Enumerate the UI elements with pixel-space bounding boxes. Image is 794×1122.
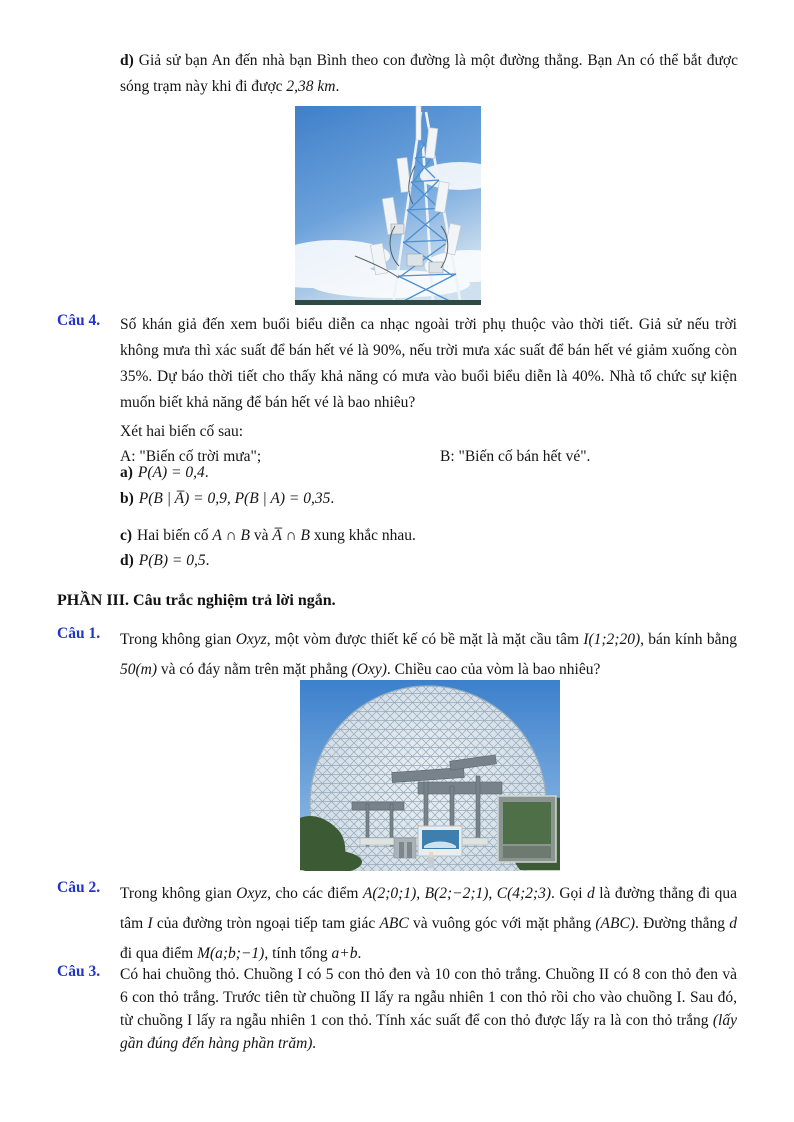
consider-line	[120, 420, 738, 444]
text-run: .	[335, 78, 340, 95]
math-formula: (Oxy)	[351, 661, 387, 678]
math-formula: Oxyz	[235, 631, 267, 648]
text-run: Trong không gian	[120, 885, 237, 902]
text-run: Có hai chuồng thỏ. Chuồng I có 5 con thỏ đen và 10 con thỏ trắng. Chuồng II có 8 con thỏ đen và 6 con thỏ trắng. Trước tiên từ chuồng II lấy ra ngẫu nhiên 1 con thỏ rồi cho vào chuồng I. Sau đó, từ chuồng I lấy ra ngẫu nhiên 1 con thỏ. Tính xác suất để con thỏ được lấy ra là con thỏ trắng	[120, 966, 737, 1029]
question-cau2	[57, 879, 739, 969]
text-run: . Đường thẳng	[635, 915, 730, 932]
math-formula: d	[729, 915, 738, 932]
math-formula: a+b	[331, 945, 358, 962]
option-d-line	[120, 549, 738, 573]
text-run: . Gọi	[550, 885, 588, 902]
heading-text: PHẦN III. Câu trắc nghiệm trả lời ngắn.	[57, 592, 336, 609]
item-marker-c: c)	[120, 527, 133, 544]
text-run: , cho các điểm	[267, 885, 363, 902]
question-text-cau3	[120, 963, 737, 1055]
math-formula: A̅ ∩ B	[272, 527, 310, 544]
math-formula: P(A) = 0,4	[137, 464, 205, 481]
antenna-tower-photo	[295, 106, 481, 305]
text-run: .	[330, 490, 335, 507]
math-formula: A(2;0;1), B(2;−2;1), C(4;2;3)	[362, 885, 551, 902]
math-formula: d	[587, 885, 595, 902]
math-formula: P(B) = 0,5	[138, 552, 206, 569]
question-text-cau4: Số khán giả đến xem buổi biểu diễn ca nhạc ngoài trời phụ thuộc vào thời tiết. Giả sử nếu trời không mưa thì xác suất để bán hết vé là 90%, nếu trời mưa xác suất để bán hết vé giảm xuống còn 35%. Dự báo thời tiết cho thấy khả năng có mưa vào buổi biểu diễn là 40%. Nhà tổ chức sự kiện muốn biết khả năng để bán hết vé là bao nhiêu?	[120, 316, 737, 411]
math-formula: A ∩ B	[212, 527, 250, 544]
math-distance: 2,38 km	[286, 78, 336, 95]
question-label-cau2: Câu 2.	[57, 879, 101, 896]
option-c-line	[120, 524, 738, 548]
text-run: Xét hai biến cố sau:	[120, 423, 244, 440]
text-run: Giả sử bạn An đến nhà bạn Bình theo con đường là một đường thẳng. Bạn An có thể bắt được sóng trạm này khi đi được	[120, 52, 738, 95]
text-run: , một vòm được thiết kế có bề mặt là mặt cầu tâm	[266, 631, 584, 648]
question-text-cau1	[120, 625, 737, 685]
question-label-cau4: Câu 4.	[57, 312, 101, 329]
geodesic-dome-photo	[300, 680, 560, 871]
text-run: Trong không gian	[120, 631, 236, 648]
question-label-cau1: Câu 1.	[57, 625, 101, 642]
question-cau1	[57, 625, 739, 685]
text-run: của đường tròn ngoại tiếp tam giác	[152, 915, 380, 932]
math-formula: P(B | A̅) = 0,9, P(B | A) = 0,35	[138, 490, 331, 507]
item-marker-d: d)	[120, 52, 134, 69]
text-run: và	[249, 527, 273, 544]
math-formula: M(a;b;−1)	[197, 945, 265, 962]
option-b-line	[120, 487, 738, 511]
text-run: và có đáy nằm trên mặt phẳng	[157, 661, 352, 678]
question-label-cau3: Câu 3.	[57, 963, 101, 980]
math-formula: Oxyz	[236, 885, 268, 902]
text-run: và vuông góc với mặt phẳng	[408, 915, 596, 932]
statement-d-paragraph	[120, 48, 738, 100]
math-formula: (ABC)	[595, 915, 635, 932]
option-a-line	[120, 461, 738, 485]
item-marker-d2: d)	[120, 552, 134, 569]
italic-note: (lấy gần đúng đến hàng phần trăm).	[120, 1012, 737, 1052]
math-formula: I	[147, 915, 153, 932]
question-text-cau2	[120, 879, 737, 969]
math-formula: 50(m)	[120, 661, 158, 678]
text-run: Hai biến cố	[137, 527, 213, 544]
question-cau3	[57, 963, 739, 1055]
section-heading-phan3	[57, 592, 336, 610]
text-run: .	[205, 552, 210, 569]
text-run: xung khắc nhau.	[309, 527, 416, 544]
text-run: .	[204, 464, 209, 481]
question-cau4	[57, 312, 739, 416]
text-run: đi qua điểm	[120, 945, 198, 962]
math-formula: ABC	[379, 915, 409, 932]
text-run: là đường thẳng đi qua tâm	[120, 885, 737, 932]
text-run: , tính tổng	[264, 945, 332, 962]
text-run: . Chiều cao của vòm là bao nhiêu?	[386, 661, 601, 678]
event-b-definition: B: "Biến cố bán hết vé".	[440, 448, 591, 465]
math-formula: I(1;2;20)	[583, 631, 641, 648]
text-run: .	[357, 945, 362, 962]
item-marker-a: a)	[120, 464, 133, 481]
event-a-definition: A: "Biến cố trời mưa";	[120, 448, 262, 465]
text-run: , bán kính bằng	[640, 631, 737, 648]
item-marker-b: b)	[120, 490, 134, 507]
